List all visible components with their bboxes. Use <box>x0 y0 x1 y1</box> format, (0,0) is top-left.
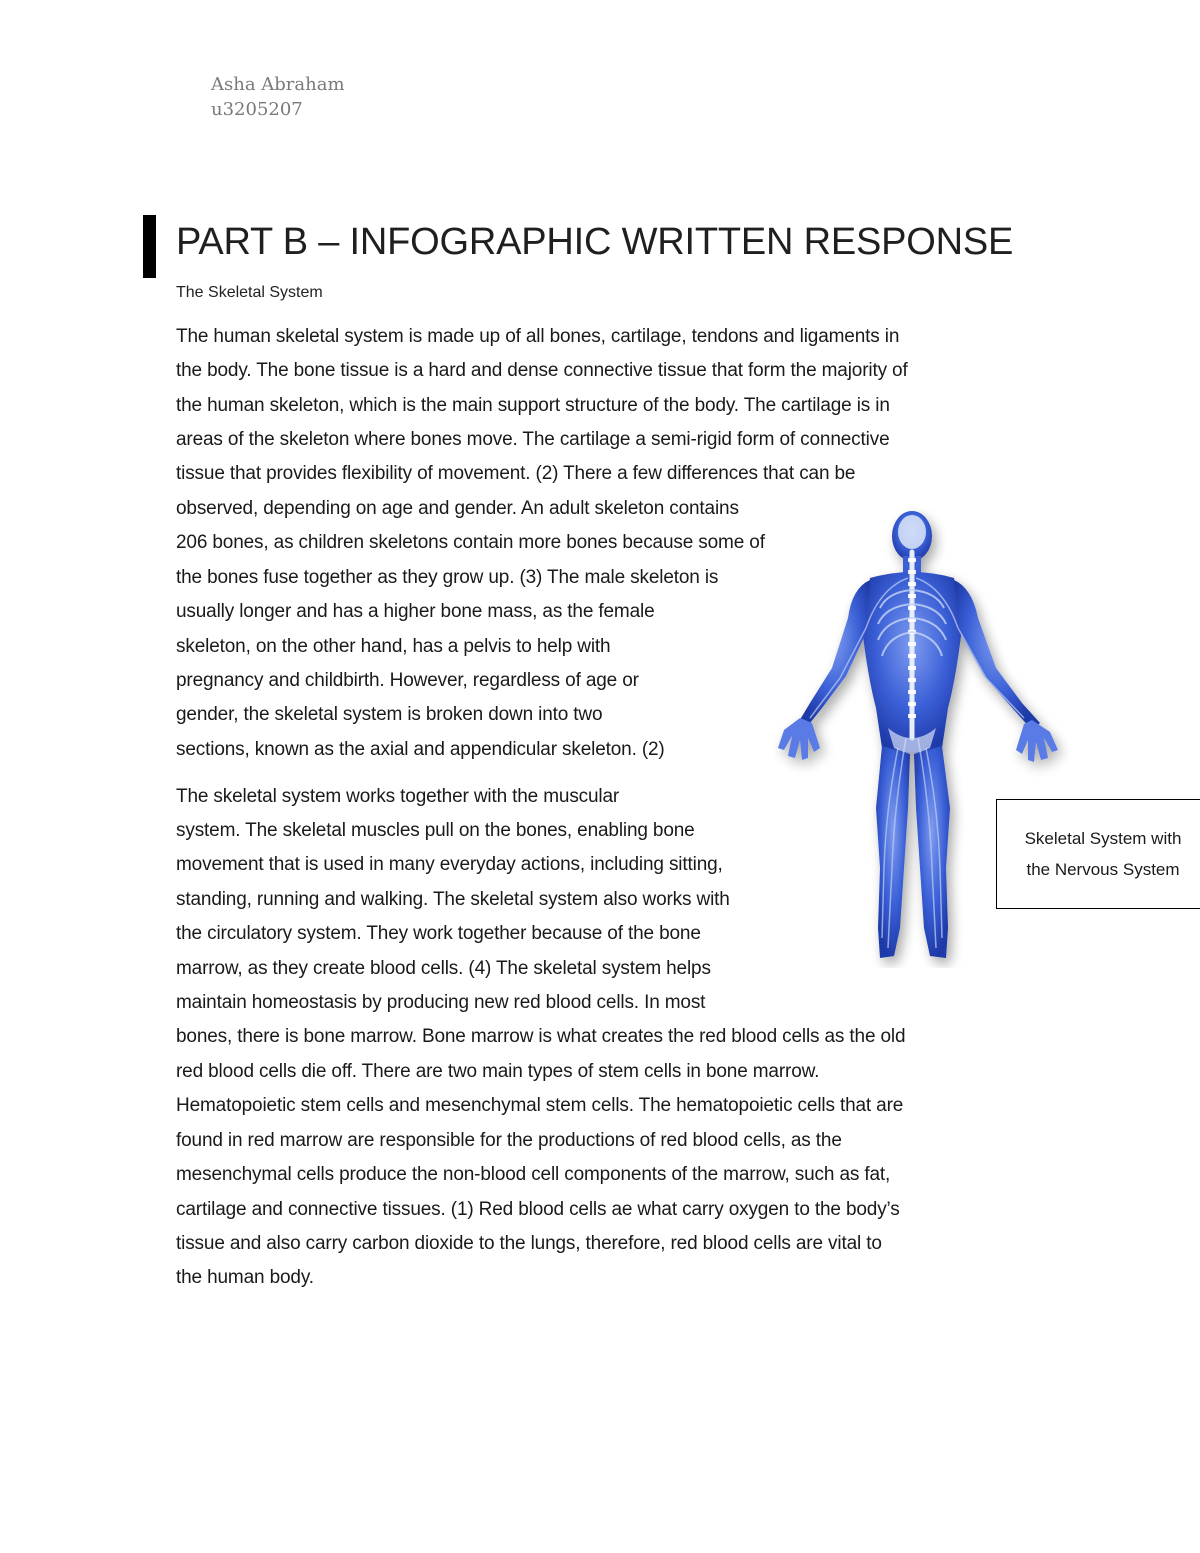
section-subtitle: The Skeletal System <box>176 284 323 301</box>
paragraph-line: tissue that provides flexibility of movement. (2) There a few differences that can be <box>176 463 856 484</box>
paragraph-line: Hematopoietic stem cells and mesenchymal stem cells. The hematopoietic cells that are <box>176 1095 904 1116</box>
paragraph-line: mesenchymal cells produce the non-blood cell components of the marrow, such as fat, <box>176 1164 891 1185</box>
paragraph-line: found in red marrow are responsible for the productions of red blood cells, as the <box>176 1130 842 1151</box>
figure-caption: Skeletal System with the Nervous System <box>1024 829 1182 879</box>
paragraph-line: tissue and also carry carbon dioxide to the lungs, therefore, red blood cells are vital to <box>176 1233 882 1254</box>
paragraph-line: pregnancy and childbirth. However, regardless of age or <box>176 670 639 691</box>
paragraph-line: system. The skeletal muscles pull on the bones, enabling bone <box>176 820 695 841</box>
paragraph-line: 206 bones, as children skeletons contain more bones because some of <box>176 532 765 553</box>
paragraph-line: The human skeletal system is made up of all bones, cartilage, tendons and ligaments in <box>176 326 900 347</box>
figure-caption-box <box>996 799 1200 909</box>
paragraph-line: standing, running and walking. The skeletal system also works with <box>176 889 730 910</box>
paragraph-line: gender, the skeletal system is broken down into two <box>176 704 603 725</box>
paragraph-line: movement that is used in many everyday actions, including sitting, <box>176 854 723 875</box>
paragraph-line: the body. The bone tissue is a hard and dense connective tissue that form the majority of <box>176 360 908 381</box>
skull <box>898 515 926 549</box>
paragraph-line: the bones fuse together as they grow up. (3) The male skeleton is <box>176 567 719 588</box>
paragraph-line: usually longer and has a higher bone mass, as the female <box>176 601 655 622</box>
paragraph-line: the human skeleton, which is the main support structure of the body. The cartilage is in <box>176 395 890 416</box>
author-header <box>211 72 345 122</box>
paragraph-line: The skeletal system works together with the muscular <box>176 786 620 807</box>
page-title: PART B – INFOGRAPHIC WRITTEN RESPONSE <box>176 221 1014 263</box>
paragraph-line: marrow, as they create blood cells. (4) The skeletal system helps <box>176 958 711 979</box>
paragraph-line: the human body. <box>176 1267 314 1288</box>
heading-bar <box>143 215 156 278</box>
author-name: Asha Abraham <box>211 74 345 95</box>
paragraph-line: maintain homeostasis by producing new red blood cells. In most <box>176 992 706 1013</box>
paragraph-line: sections, known as the axial and appendicular skeleton. (2) <box>176 739 665 760</box>
paragraph-line: red blood cells die off. There are two main types of stem cells in bone marrow. <box>176 1061 820 1082</box>
paragraph-line: cartilage and connective tissues. (1) Red blood cells ae what carry oxygen to the body’s <box>176 1199 900 1220</box>
paragraph-line: bones, there is bone marrow. Bone marrow is what creates the red blood cells as the old <box>176 1026 906 1047</box>
paragraph-line: observed, depending on age and gender. An adult skeleton contains <box>176 498 739 519</box>
paragraph-line: skeleton, on the other hand, has a pelvis to help with <box>176 636 611 657</box>
paragraph-line: the circulatory system. They work together because of the bone <box>176 923 701 944</box>
student-id: u3205207 <box>211 99 303 120</box>
paragraph-line: areas of the skeleton where bones move. The cartilage a semi-rigid form of connective <box>176 429 890 450</box>
